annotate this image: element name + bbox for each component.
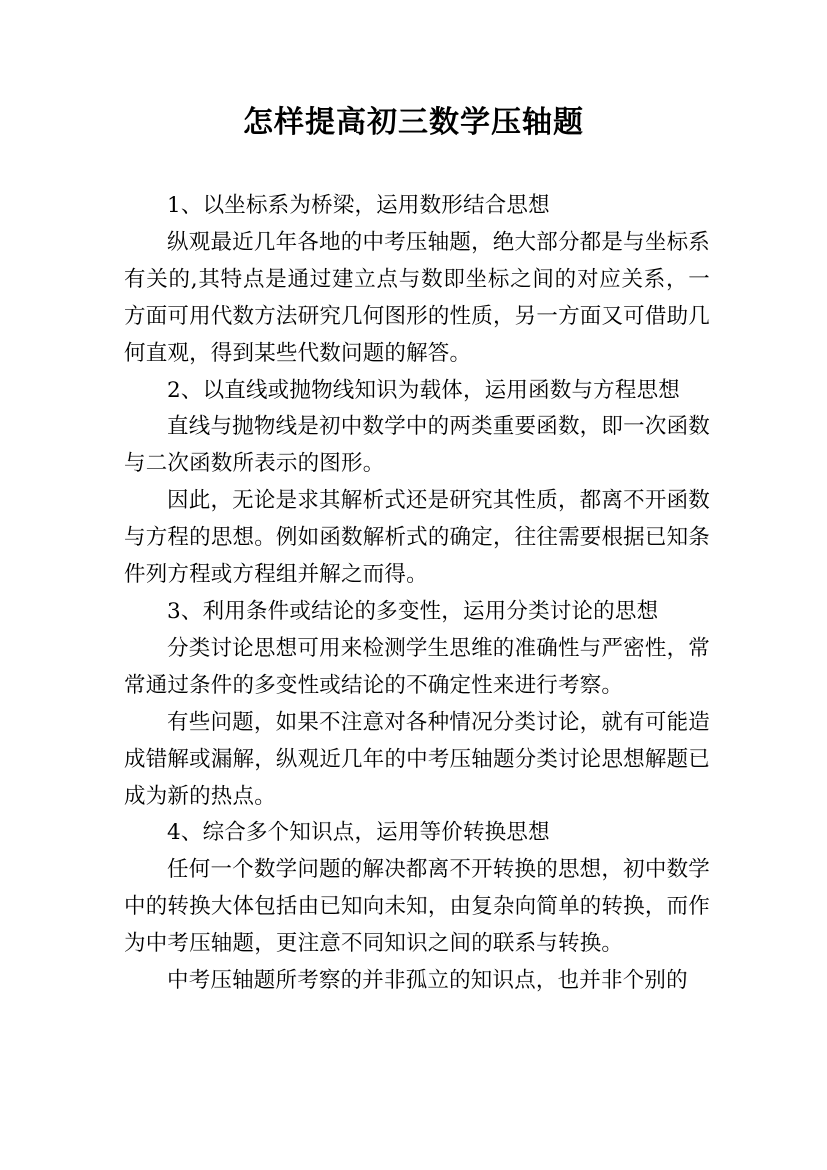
paragraph: 中考压轴题所考察的并非孤立的知识点，也并非个别的 — [167, 968, 688, 994]
section-heading-2: 2、以直线或抛物线知识为载体，运用函数与方程思想 — [167, 377, 680, 403]
paragraph: 任何一个数学问题的解决都离不开转换的思想，初中数学中的转换大体包括由已知向未知，由复杂向简单的转换，而作为中考压轴题，更注意不同知识之间的联系与转换。 — [124, 857, 710, 957]
paragraph: 纵观最近几年各地的中考压轴题，绝大部分都是与坐标系有关的,其特点是通过建立点与数即坐标之间的对应关系，一方面可用代数方法研究几何图形的性质，另一方面又可借助几何直观，得到某些代数问题的解答。 — [124, 229, 710, 366]
paragraph: 因此，无论是求其解析式还是研究其性质，都离不开函数与方程的思想。例如函数解析式的确定，往往需要根据已知条件列方程或方程组并解之而得。 — [124, 488, 710, 588]
paragraph: 分类讨论思想可用来检测学生思维的准确性与严密性，常常通过条件的多变性或结论的不确定性来进行考察。 — [124, 635, 710, 698]
paragraph: 有些问题，如果不注意对各种情况分类讨论，就有可能造成错解或漏解，纵观近几年的中考压轴题分类讨论思想解题已成为新的热点。 — [124, 709, 710, 809]
section-heading-4: 4、综合多个知识点，运用等价转换思想 — [167, 820, 550, 846]
paragraph: 直线与抛物线是初中数学中的两类重要函数，即一次函数与二次函数所表示的图形。 — [124, 414, 710, 477]
document-title: 怎样提高初三数学压轴题 — [243, 105, 584, 140]
section-heading-1: 1、以坐标系为桥梁，运用数形结合思想 — [167, 193, 550, 218]
document-body — [124, 188, 710, 1000]
section-heading-3: 3、利用条件或结论的多变性，运用分类讨论的思想 — [167, 598, 659, 624]
